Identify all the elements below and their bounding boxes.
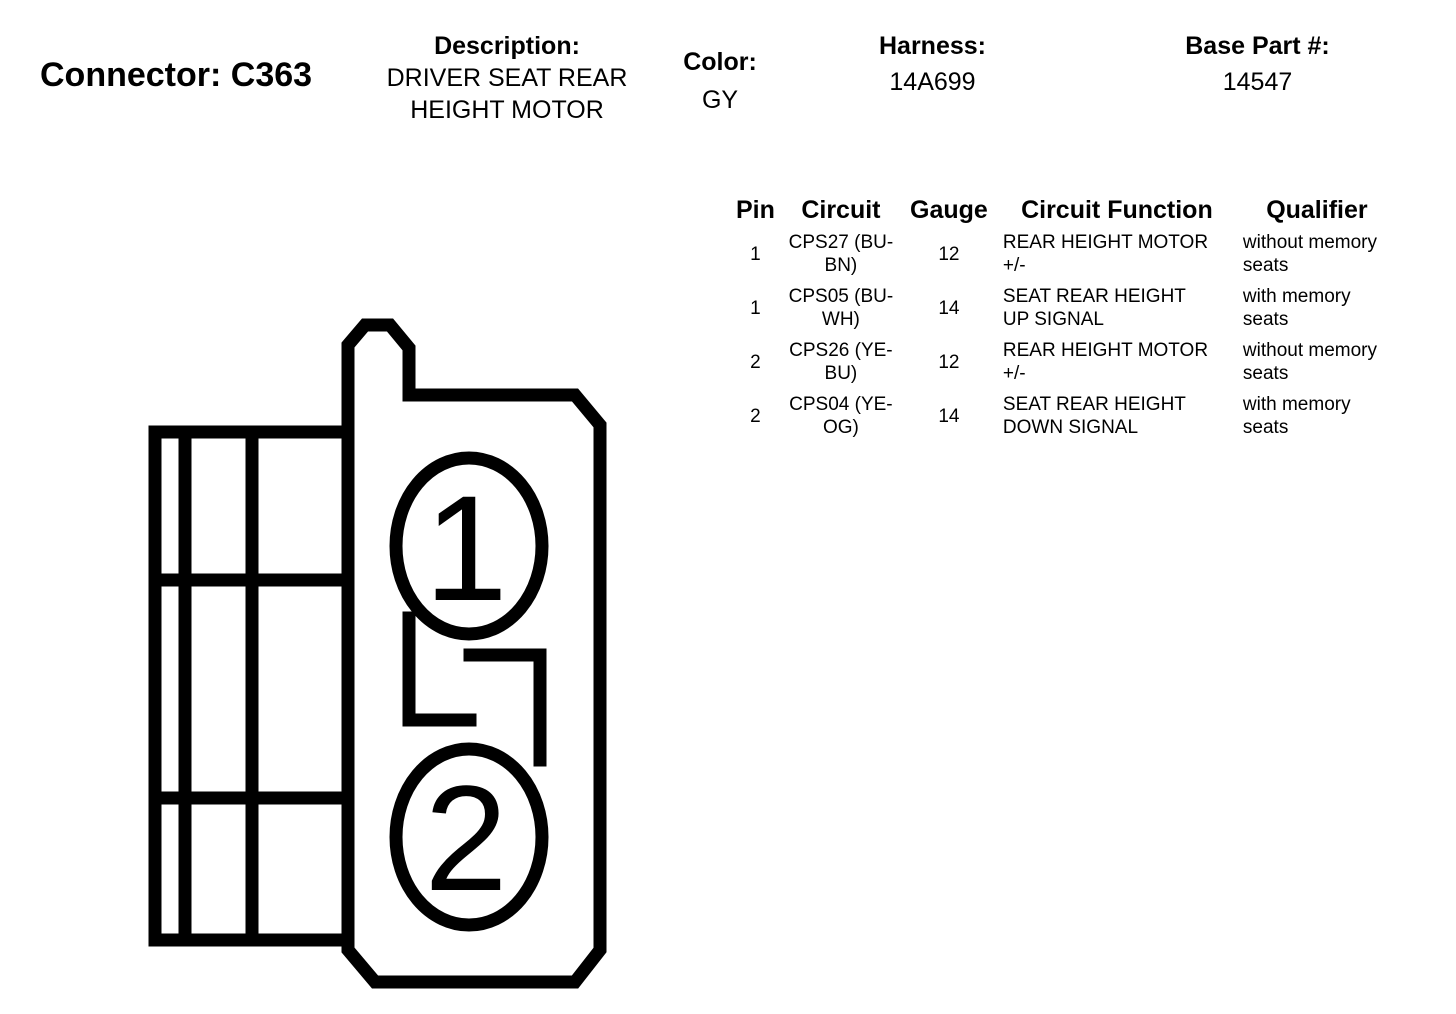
qualifier-line-2: seats xyxy=(1242,363,1289,384)
pin-cell: 2 xyxy=(750,405,761,427)
pin-cell: 1 xyxy=(750,297,761,319)
pin-2-label: 2 xyxy=(424,754,508,922)
description-line-1: DRIVER SEAT REAR xyxy=(386,64,628,92)
function-line-2: DOWN SIGNAL xyxy=(1002,417,1139,438)
qualifier-line-2: seats xyxy=(1242,417,1289,438)
function-line-2: +/- xyxy=(1002,363,1026,384)
gauge-cell: 12 xyxy=(938,351,960,373)
connector-title: Connector: C363 xyxy=(40,56,313,94)
color-label: Color: xyxy=(683,48,757,76)
circuit-line-1: CPS27 (BU- xyxy=(788,232,894,253)
header-qualifier: Qualifier xyxy=(1266,196,1368,224)
function-line-1: SEAT REAR HEIGHT xyxy=(1002,394,1186,415)
gauge-cell: 12 xyxy=(938,243,960,265)
pin-cell: 2 xyxy=(750,351,761,373)
harness-label: Harness: xyxy=(879,32,986,60)
pin-cell: 1 xyxy=(750,243,761,265)
circuit-line-2: WH) xyxy=(821,309,860,330)
qualifier-line-2: seats xyxy=(1242,255,1289,276)
header-gauge: Gauge xyxy=(910,196,988,224)
gauge-cell: 14 xyxy=(938,405,960,427)
qualifier-line-2: seats xyxy=(1242,309,1289,330)
circuit-line-2: BU) xyxy=(824,363,858,384)
header-circuit-function: Circuit Function xyxy=(1021,196,1213,224)
function-line-2: UP SIGNAL xyxy=(1002,309,1104,330)
qualifier-line-1: without memory xyxy=(1242,340,1378,361)
header-circuit: Circuit xyxy=(801,196,881,224)
function-line-1: SEAT REAR HEIGHT xyxy=(1002,286,1186,307)
description-label: Description: xyxy=(434,32,580,60)
qualifier-line-1: without memory xyxy=(1242,232,1378,253)
qualifier-line-1: with memory xyxy=(1242,394,1351,415)
circuit-line-2: BN) xyxy=(824,255,858,276)
circuit-line-1: CPS04 (YE- xyxy=(789,394,893,415)
circuit-line-1: CPS26 (YE- xyxy=(789,340,893,361)
base-part-value: 14547 xyxy=(1222,68,1293,96)
base-part-label: Base Part #: xyxy=(1185,32,1330,60)
gauge-cell: 14 xyxy=(938,297,960,319)
function-line-1: REAR HEIGHT MOTOR xyxy=(1002,232,1209,253)
function-line-2: +/- xyxy=(1002,255,1026,276)
header-pin: Pin xyxy=(736,196,775,224)
color-value: GY xyxy=(701,86,739,114)
circuit-line-1: CPS05 (BU- xyxy=(788,286,894,307)
description-line-2: HEIGHT MOTOR xyxy=(410,96,604,124)
pin-1-label: 1 xyxy=(424,464,508,632)
harness-value: 14A699 xyxy=(889,68,976,96)
function-line-1: REAR HEIGHT MOTOR xyxy=(1002,340,1209,361)
qualifier-line-1: with memory xyxy=(1242,286,1351,307)
circuit-line-2: OG) xyxy=(822,417,859,438)
